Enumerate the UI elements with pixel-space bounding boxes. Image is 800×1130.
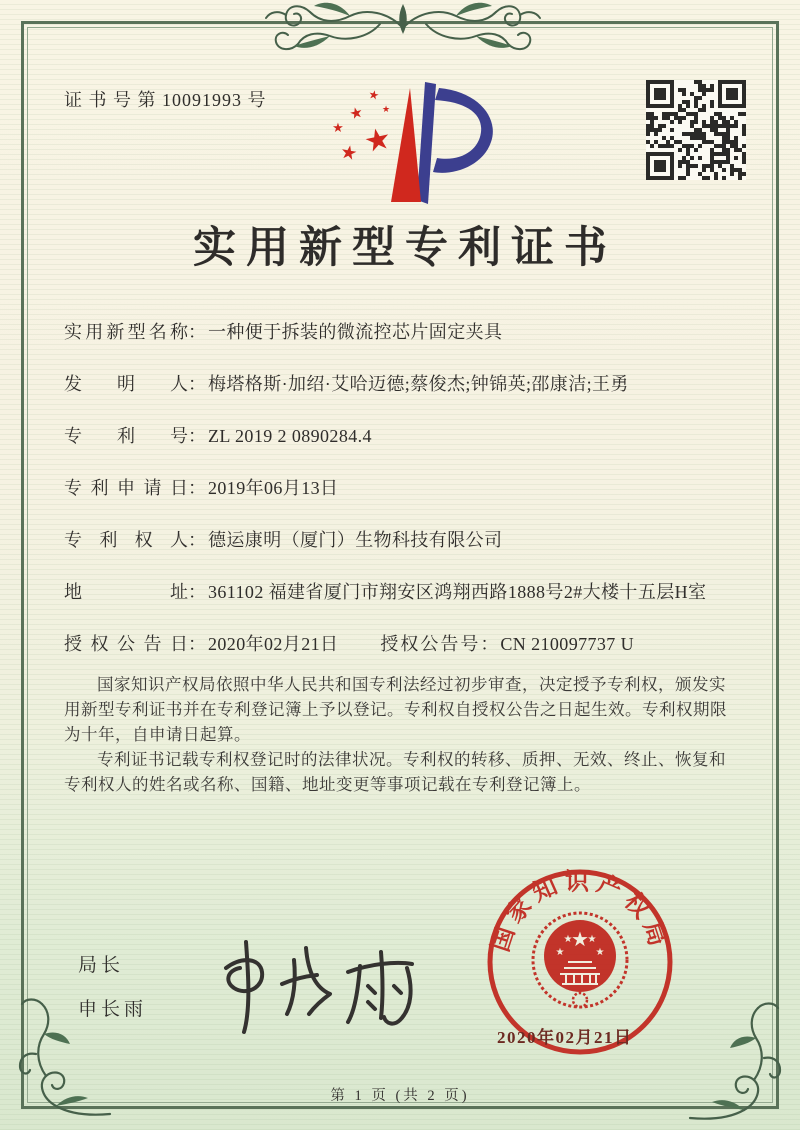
field-row-inventors (64, 370, 742, 398)
field-label: 专利号 (64, 426, 188, 446)
svg-text:★: ★ (367, 87, 381, 103)
field-label: 实用新型名称 (64, 322, 188, 342)
field-colon: ： (188, 530, 206, 550)
field-value: ZL 2019 2 0890284.4 (208, 426, 372, 446)
page-indicator: 第 1 页 (共 2 页) (330, 1088, 470, 1104)
field-label: 发明人 (64, 374, 188, 394)
seal-national-emblem (533, 913, 627, 1007)
svg-text:★: ★ (381, 105, 391, 115)
field-label: 授权公告日 (64, 634, 188, 654)
logo-red-wedge (391, 88, 421, 202)
certificate-title: 实用新型专利证书 (193, 225, 617, 272)
qr-code (646, 80, 746, 180)
top-floral-ornament-icon (248, 0, 558, 60)
logo-p-stem (417, 82, 436, 204)
field-group-grant-number (380, 630, 634, 658)
field-value: 2020年02月21日 (208, 634, 339, 654)
commissioner-signature (198, 930, 433, 1040)
svg-text:★: ★ (563, 934, 573, 945)
field-value: CN 210097737 U (500, 634, 635, 654)
field-label: 专利权人 (64, 530, 188, 550)
field-list (64, 318, 742, 682)
svg-text:★: ★ (338, 140, 360, 166)
seal-date: 2020年02月21日 (497, 1028, 633, 1047)
field-row-patentee (64, 526, 742, 554)
field-value: 梅塔格斯·加绍·艾哈迈德;蔡俊杰;钟锦英;邵康洁;王勇 (208, 374, 629, 394)
svg-text:★: ★ (555, 947, 565, 958)
field-row-patent-number (64, 422, 742, 450)
svg-text:★: ★ (332, 121, 344, 136)
field-row-utility-model-name (64, 318, 742, 346)
svg-text:★: ★ (595, 947, 605, 958)
legal-paragraph-2: 专利证书记载专利权登记时的法律状况。专利权的转移、质押、无效、终止、恢复和专利权人的姓名或名称、国籍、地址变更等事项记载在专利登记簿上。 (64, 750, 726, 794)
field-colon: ： (188, 322, 206, 342)
field-value: 德运康明（厦门）生物科技有限公司 (208, 530, 503, 550)
field-colon: ： (188, 634, 206, 654)
field-label: 授权公告号 (380, 634, 481, 654)
legal-text (64, 672, 742, 797)
field-row-address (64, 578, 742, 606)
commissioner-name: 申长雨 (78, 999, 148, 1020)
field-colon: ： (188, 582, 206, 602)
field-value: 2019年06月13日 (208, 478, 339, 498)
legal-paragraph-1: 国家知识产权局依照中华人民共和国专利法经过初步审查，决定授予专利权，颁发实用新型专利证书并在专利登记簿上予以登记。专利权自授权公告之日起生效。专利权期限为十年，自申请日起算。 (64, 675, 727, 744)
svg-text:★: ★ (347, 102, 365, 124)
logo-p-bowl (433, 88, 493, 173)
field-colon: ： (188, 426, 206, 446)
field-colon: ： (188, 478, 206, 498)
field-label: 专利申请日 (64, 478, 188, 498)
svg-text:★: ★ (571, 927, 589, 951)
field-value: 一种便于拆装的微流控芯片固定夹具 (208, 322, 503, 342)
svg-text:★: ★ (360, 120, 395, 161)
field-row-filing-date (64, 474, 742, 502)
field-colon: ： (480, 634, 499, 654)
svg-text:★: ★ (587, 934, 597, 945)
bottom-right-flourish-icon (688, 1000, 788, 1128)
field-label: 地址 (64, 582, 188, 602)
field-colon: ： (188, 374, 206, 394)
cnipa-logo-icon (323, 80, 499, 210)
commissioner-title: 局长 (78, 955, 125, 976)
field-row-grant (64, 630, 742, 658)
field-value: 361102 福建省厦门市翔安区鸿翔西路1888号2#大楼十五层H室 (208, 582, 707, 602)
seal-ring-text: 国家知识产权局 (487, 869, 673, 956)
certificate-number: 证 书 号 第 10091993 号 (64, 90, 267, 110)
